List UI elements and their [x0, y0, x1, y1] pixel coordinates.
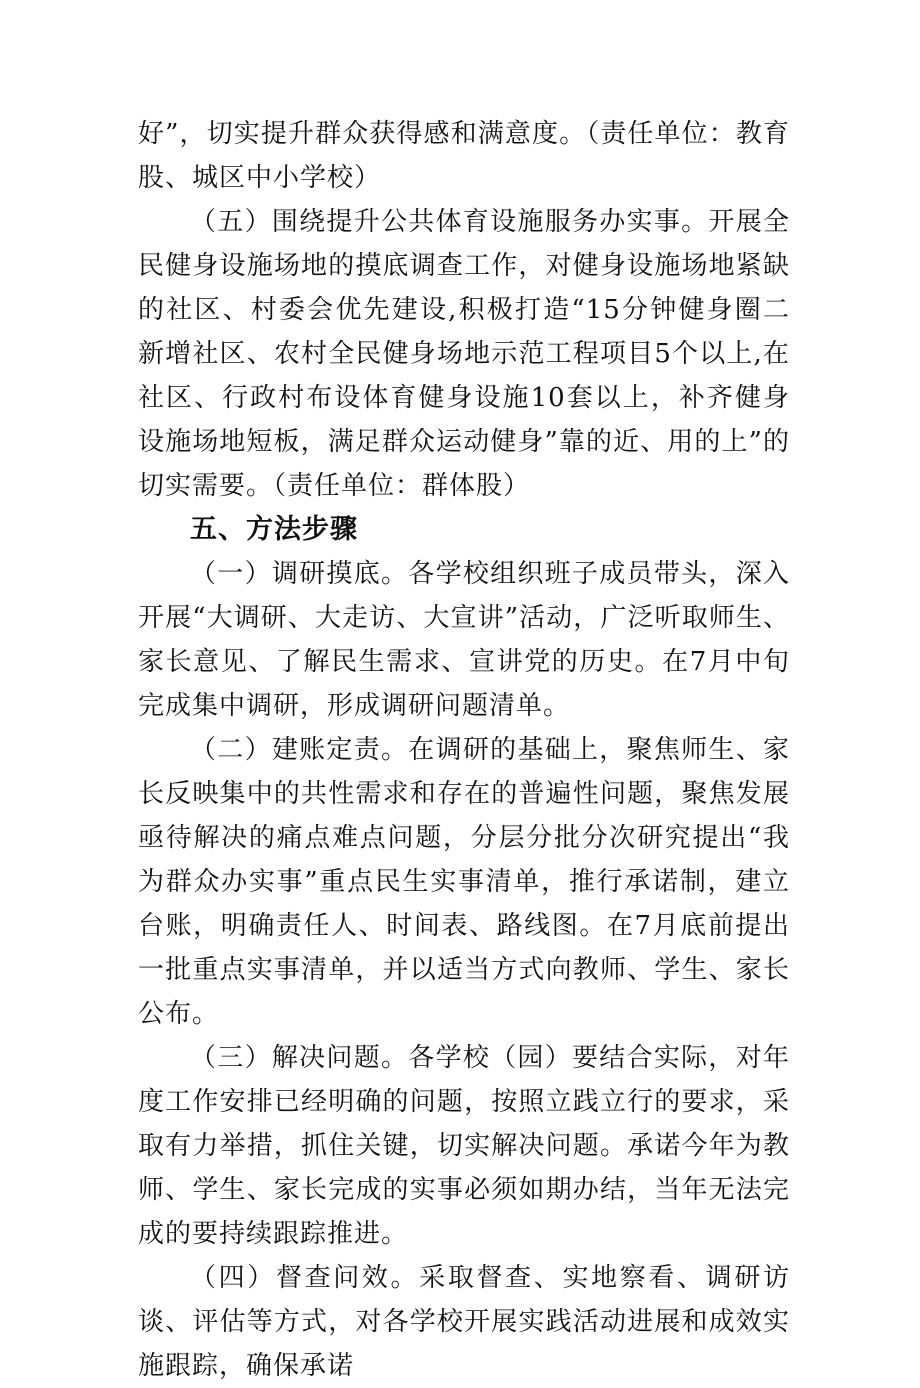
continuation-paragraph: 好”，切实提升群众获得感和满意度。（责任单位：教育股、城区中小学校） [138, 119, 790, 193]
paragraph-5: （五）围绕提升公共体育设施服务办实事。开展全民健身设施场地的摸底调查工作，对健身设施场地紧缺的社区、村委会优先建设,积极打造“15分钟健身圈二新增社区、农村全民健身场地示范工程项目5个以上,在社区、行政村布设体育健身设施10套以上，补齐健身设施场地短板，满足群众运动健身”靠的近、用的上”的切实需要。（责任单位：群体股） [138, 207, 790, 501]
section-heading: 五、方法步骤 [190, 514, 358, 545]
step-1-paragraph: （一）调研摸底。各学校组织班子成员带头，深入开展“大调研、大走访、大宣讲”活动，广泛听取师生、家长意见、了解民生需求、宣讲党的历史。在7月中旬完成集中调研，形成调研问题清单。 [138, 559, 790, 721]
step-2-paragraph: （二）建账定责。在调研的基础上，聚焦师生、家长反映集中的共性需求和存在的普遍性问题，聚焦发展亟待解决的痛点难点问题，分层分批分次研究提出“我为群众办实事”重点民生实事清单，推行承诺制，建立台账，明确责任人、时间表、路线图。在7月底前提出一批重点实事清单，并以适当方式向教师、学生、家长公布。 [138, 735, 790, 1029]
document-page [138, 112, 790, 1388]
step-3-paragraph: （三）解决问题。各学校（园）要结合实际，对年度工作安排已经明确的问题，按照立践立行的要求，采取有力举措，抓住关键，切实解决问题。承诺今年为教师、学生、家长完成的实事必须如期办结，当年无法完成的要持续跟踪推进。 [138, 1043, 790, 1249]
step-4-paragraph: （四）督查问效。采取督查、实地察看、调研访谈、评估等方式，对各学校开展实践活动进展和成效实施跟踪，确保承诺 [138, 1263, 790, 1381]
